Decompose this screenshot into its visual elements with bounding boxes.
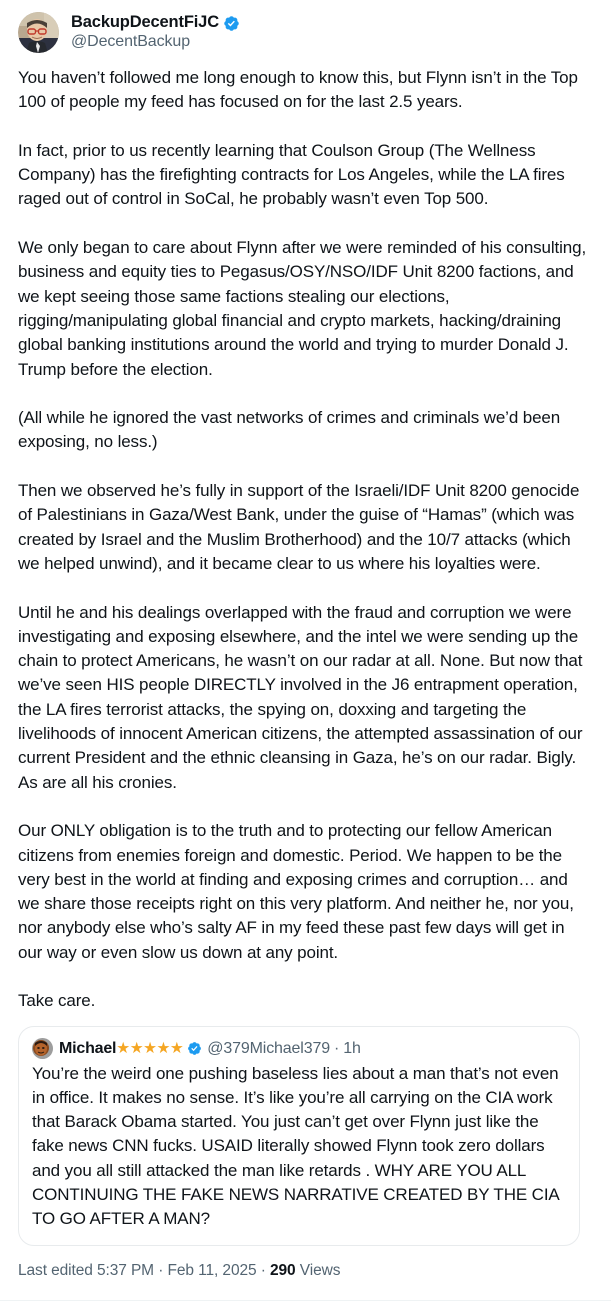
paragraph-spacer [18, 115, 593, 139]
author-avatar[interactable] [18, 12, 59, 53]
tweet-text-body [0, 56, 611, 1014]
author-display-name[interactable]: BackupDecentFiJC [71, 13, 219, 32]
meta-separator: · [260, 1261, 266, 1279]
last-edited-label: Last edited [18, 1261, 93, 1279]
paragraph-spacer [18, 382, 593, 406]
tweet-footer-meta [0, 1246, 611, 1280]
views-count: 290 [270, 1261, 296, 1279]
views-label[interactable]: Views [299, 1261, 341, 1279]
tweet-paragraph: Our ONLY obligation is to the truth and to protecting our fellow American citizens from enemies foreign and domestic. Period. We happen to be the very best in the world at finding and exposing crimes and corruption… and we share those receipts right on this very platform. And neither he, nor you, nor anybody else who’s salty AF in my feed these past few days will get in our way or even slow us down at any point. [18, 821, 579, 962]
author-names [71, 13, 240, 51]
meta-separator: · [158, 1261, 164, 1279]
quoted-tweet-card[interactable] [18, 1026, 580, 1246]
quoted-tweet-text: You’re the weird one pushing baseless lies about a man that’s not even in office. It makes no sense. It’s like you’re all carrying on the CIA work that Barack Obama started. You just can’t get over Flynn just like the fake news CNN fucks. USAID literally showed Flynn took zero dollars and you all still attacked the man like retards . WHY ARE YOU ALL CONTINUING THE FAKE NEWS NARRATIVE CREATED BY THE CIA TO GO AFTER A MAN? [32, 1063, 564, 1229]
tweet-paragraph: We only began to care about Flynn after we were reminded of his consulting, business and equity ties to Pegasus/OSY/NSO/IDF Unit 8200 factions, and we kept seeing those same factions stealing our elections, rigging/manipulating global financial and crypto markets, hacking/draining global banking institutions around the world and trying to murder Donald J. Trump before the election. [18, 238, 591, 379]
paragraph-spacer [18, 965, 593, 989]
verified-badge-icon [223, 15, 240, 32]
quoted-tweet-wrapper [0, 1014, 611, 1246]
tweet-paragraph: Then we observed he’s fully in support of the Israeli/IDF Unit 8200 genocide of Palestinians in Gaza/West Bank, under the guise of “Hamas” (which was created by Israel and the Muslim Brotherhood) and the 10/7 attacks (which we helped unwind), and it became clear to us where his loyalties were. [18, 481, 584, 573]
paragraph-spacer [18, 576, 593, 600]
tweet-paragraph: Until he and his dealings overlapped with the fraud and corruption we were investigating and exposing elsewhere, and the intel we were sending up the chain to protect Americans, he wasn’t on our radar at all. None. But now that we’ve seen HIS people DIRECTLY involved in the J6 entrapment operation, the LA fires terrorist attacks, the spying on, doxxing and targeting the livelihoods of innocent American citizens, the attempted assassination of our current President and the ethnic cleansing in Gaza, he’s on our radar. Bigly. As are all his cronies. [18, 602, 587, 792]
quoted-tweet-header [32, 1038, 566, 1060]
quoted-author-avatar[interactable] [32, 1038, 53, 1059]
display-name-row [71, 13, 240, 32]
quoted-meta-separator: · [333, 1039, 340, 1057]
star-rating-icon: ★★★★★ [116, 1039, 184, 1057]
paragraph-spacer [18, 212, 593, 236]
avatar-photo-icon [32, 1038, 53, 1059]
quoted-verified-badge-icon [187, 1041, 202, 1056]
tweet-paragraph: (All while he ignored the vast networks of crimes and criminals we’d been exposing, no less.) [18, 408, 565, 452]
tweet-paragraph: In fact, prior to us recently learning that Coulson Group (The Wellness Company) has the firefighting contracts for Los Angeles, while the LA fires raged out of control in SoCal, he probably wasn’t even Top 500. [18, 140, 570, 209]
tweet-paragraph: Take care. [18, 991, 96, 1011]
avatar-photo-icon [18, 12, 59, 53]
quoted-author-display-name[interactable]: Michael [59, 1039, 117, 1057]
post-date: Feb 11, 2025 [167, 1261, 257, 1279]
bottom-divider [0, 1300, 611, 1301]
quoted-timestamp[interactable]: 1h [343, 1039, 361, 1057]
quoted-author-handle[interactable]: @379Michael379 [207, 1039, 330, 1057]
post-time: 5:37 PM [96, 1261, 154, 1279]
author-handle[interactable]: @DecentBackup [71, 33, 191, 51]
paragraph-spacer [18, 455, 593, 479]
tweet-paragraph: You haven’t followed me long enough to know this, but Flynn isn’t in the Top 100 of people my feed has focused on for the last 2.5 years. [18, 68, 583, 112]
paragraph-spacer [18, 795, 593, 819]
tweet-header [0, 0, 611, 56]
